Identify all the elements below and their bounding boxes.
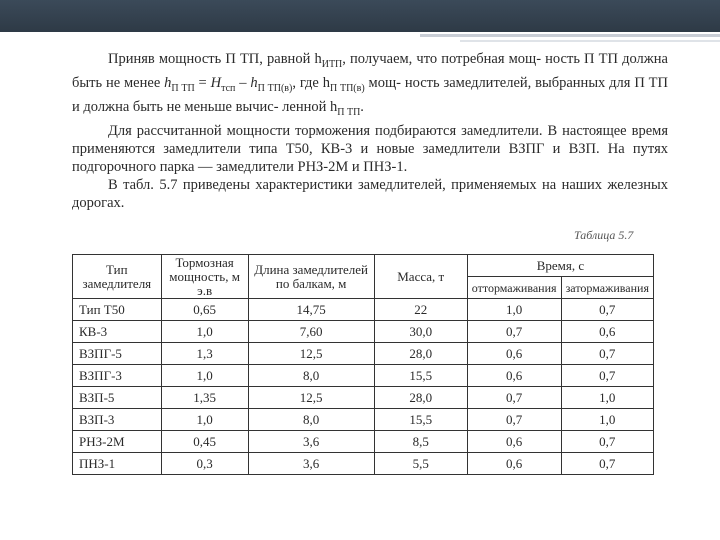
cell-power: 1,0 bbox=[161, 321, 248, 343]
cell-type: РНЗ-2М bbox=[73, 431, 162, 453]
cell-length: 3,6 bbox=[248, 453, 374, 475]
paragraph-3: В табл. 5.7 приведены характеристики замедлителей, применяемых на наших железных дорогах. bbox=[72, 176, 668, 211]
cell-length: 8,0 bbox=[248, 409, 374, 431]
retarders-table bbox=[72, 254, 654, 475]
header-accent bbox=[420, 32, 720, 44]
table-row bbox=[73, 343, 654, 365]
header-power: Тормозная мощность, м э.в bbox=[161, 255, 248, 299]
cell-braking: 1,0 bbox=[561, 409, 653, 431]
cell-release: 1,0 bbox=[467, 299, 561, 321]
slide-header-bar bbox=[0, 0, 720, 32]
cell-release: 0,6 bbox=[467, 365, 561, 387]
paragraph-2: Для рассчитанной мощности торможения подбираются замедлители. В настоящее время применяются замедлители типа Т50, КВ-3 и новые замедлители ВЗПГ и ВЗП. На путях подгорочного парка — замедлители РНЗ-2М и ПНЗ-1. bbox=[72, 122, 668, 175]
header-time: Время, с bbox=[467, 255, 653, 277]
table-caption: Таблица 5.7 bbox=[574, 228, 634, 242]
cell-braking: 0,7 bbox=[561, 299, 653, 321]
cell-power: 1,0 bbox=[161, 409, 248, 431]
header-braking: затормаживания bbox=[561, 277, 653, 299]
text-span: , получаем, что потребная мощ- bbox=[342, 51, 542, 67]
cell-braking: 0,7 bbox=[561, 453, 653, 475]
text-span: ность замедлителей, выбранных для П ТП и должна быть не меньше вычис- bbox=[72, 74, 669, 115]
cell-type: КВ-3 bbox=[73, 321, 162, 343]
table-row bbox=[73, 387, 654, 409]
subscript: П ТП bbox=[171, 82, 195, 94]
accent-line bbox=[460, 40, 720, 42]
cell-type: ВЗПГ-5 bbox=[73, 343, 162, 365]
cell-braking: 1,0 bbox=[561, 387, 653, 409]
cell-release: 0,7 bbox=[467, 321, 561, 343]
table-row bbox=[73, 299, 654, 321]
text-span: Приняв мощность П ТП, равной h bbox=[108, 51, 322, 67]
table-row bbox=[73, 453, 654, 475]
cell-length: 12,5 bbox=[248, 387, 374, 409]
cell-release: 0,7 bbox=[467, 387, 561, 409]
cell-length: 14,75 bbox=[248, 299, 374, 321]
header-mass: Масса, т bbox=[374, 255, 467, 299]
cell-power: 1,35 bbox=[161, 387, 248, 409]
subscript: П ТП(в) bbox=[257, 82, 293, 94]
formula-symbol: h bbox=[164, 74, 172, 91]
cell-power: 1,3 bbox=[161, 343, 248, 365]
header-release: оттормаживания bbox=[467, 277, 561, 299]
text-span: ность П ТП должна быть не менее bbox=[72, 51, 668, 91]
cell-braking: 0,7 bbox=[561, 431, 653, 453]
cell-type: ВЗП-5 bbox=[73, 387, 162, 409]
cell-power: 0,45 bbox=[161, 431, 248, 453]
subscript: П ТП(в) bbox=[330, 82, 365, 94]
cell-type: ВЗПГ-3 bbox=[73, 365, 162, 387]
cell-power: 0,65 bbox=[161, 299, 248, 321]
cell-mass: 28,0 bbox=[374, 387, 467, 409]
formula-symbol: – h bbox=[235, 74, 258, 91]
text-span: мощ- bbox=[364, 74, 401, 91]
accent-line bbox=[420, 34, 720, 37]
cell-length: 7,60 bbox=[248, 321, 374, 343]
cell-type: Тип Т50 bbox=[73, 299, 162, 321]
cell-mass: 30,0 bbox=[374, 321, 467, 343]
cell-mass: 15,5 bbox=[374, 365, 467, 387]
cell-length: 3,6 bbox=[248, 431, 374, 453]
header-length: Длина замедлителей по балкам, м bbox=[248, 255, 374, 299]
cell-power: 0,3 bbox=[161, 453, 248, 475]
document-text bbox=[72, 50, 668, 212]
cell-mass: 22 bbox=[374, 299, 467, 321]
subscript: ИТП bbox=[321, 58, 343, 70]
cell-type: ВЗП-3 bbox=[73, 409, 162, 431]
header-type: Тип замедлителя bbox=[73, 255, 162, 299]
table-row bbox=[73, 431, 654, 453]
cell-release: 0,6 bbox=[467, 453, 561, 475]
cell-release: 0,7 bbox=[467, 409, 561, 431]
cell-braking: 0,7 bbox=[561, 343, 653, 365]
text-span: ленной h bbox=[282, 98, 338, 115]
cell-mass: 5,5 bbox=[374, 453, 467, 475]
text-span: , где h bbox=[292, 74, 330, 91]
formula-symbol: H bbox=[210, 74, 222, 91]
cell-type: ПНЗ-1 bbox=[73, 453, 162, 475]
cell-braking: 0,6 bbox=[561, 321, 653, 343]
table-row bbox=[73, 365, 654, 387]
cell-release: 0,6 bbox=[467, 343, 561, 365]
cell-braking: 0,7 bbox=[561, 365, 653, 387]
table-header-row bbox=[73, 255, 654, 277]
subscript: тсп bbox=[221, 82, 236, 94]
text-span: = bbox=[194, 74, 211, 91]
paragraph-1 bbox=[72, 50, 668, 122]
table-row bbox=[73, 321, 654, 343]
cell-mass: 15,5 bbox=[374, 409, 467, 431]
cell-length: 8,0 bbox=[248, 365, 374, 387]
subscript: П ТП bbox=[337, 106, 361, 118]
text-span: . bbox=[360, 98, 364, 115]
cell-mass: 8,5 bbox=[374, 431, 467, 453]
cell-release: 0,6 bbox=[467, 431, 561, 453]
table-row bbox=[73, 409, 654, 431]
cell-mass: 28,0 bbox=[374, 343, 467, 365]
cell-length: 12,5 bbox=[248, 343, 374, 365]
cell-power: 1,0 bbox=[161, 365, 248, 387]
